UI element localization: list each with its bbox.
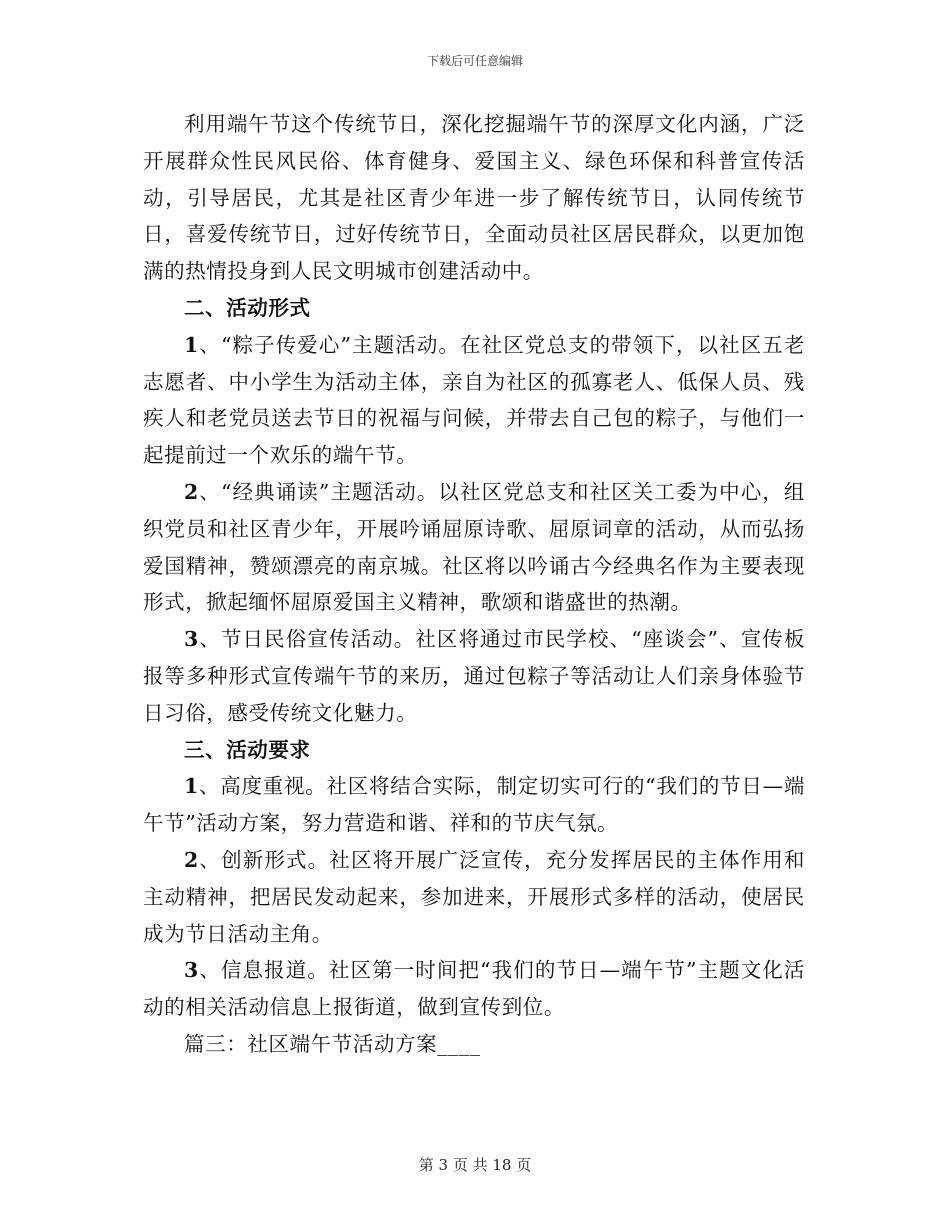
document-body [143,106,805,1063]
item-number: 2 [184,847,199,872]
activity-form-item-3 [143,621,805,731]
activity-form-item-1 [143,327,805,474]
intro-paragraph: 利用端午节这个传统节日，深化挖掘端午节的深厚文化内涵，广泛开展群众性民风民俗、体育健身、爱国主义、绿色环保和科普宣传活动，引导居民，尤其是社区青少年进一步了解传统节日，认同传统节日，喜爱传统节日，过好传统节日，全面动员社区居民群众，以更加饱满的热情投身到人民文明城市创建活动中。 [143,112,805,284]
section-heading-activity-requirements: 三、活动要求 [184,737,311,762]
item-number: 3 [184,958,199,983]
item-text: 、信息报道。社区第一时间把“我们的节日—端午节”主题文化活动的相关活动信息上报街道，做到宣传到位。 [143,958,805,1020]
activity-form-item-2 [143,474,805,621]
item-text: 、高度重视。社区将结合实际，制定切实可行的“我们的节日—端午节”活动方案，努力营造和谐、祥和的节庆气氛。 [143,774,805,836]
item-number: 1 [184,774,199,799]
requirement-item-2 [143,842,805,952]
requirement-item-3 [143,952,805,1026]
item-number: 2 [184,479,199,504]
page-header: 下载后可任意编辑 [426,54,523,68]
item-text: 、“粽子传爱心”主题活动。在社区党总支的带领下，以社区五老志愿者、中小学生为活动主体，亲自为社区的孤寡老人、低保人员、残疾人和老党员送去节日的祝福与问候，并带去自己包的粽子，与他们一起提前过一个欢乐的端午节。 [143,332,805,468]
item-text: 、创新形式。社区将开展广泛宣传，充分发挥居民的主体作用和主动精神，把居民发动起来，参加进来，开展形式多样的活动，使居民成为节日活动主角。 [143,847,805,946]
requirement-item-1 [143,768,805,842]
section-heading-activity-forms: 二、活动形式 [184,295,311,320]
item-number: 3 [184,627,199,652]
item-text: 、节日民俗宣传活动。社区将通过市民学校、“座谈会”、宣传板报等多种形式宣传端午节的来历，通过包粽子等活动让人们亲身体验节日习俗，感受传统文化魅力。 [143,627,805,725]
closing-line: 篇三：社区端午节活动方案____ [184,1031,481,1056]
item-text: 、“经典诵读”主题活动。以社区党总支和社区关工委为中心，组织党员和社区青少年，开展吟诵屈原诗歌、屈原词章的活动，从而弘扬爱国精神，赞颂漂亮的南京城。社区将以吟诵古今经典名作为主要表现形式，掀起缅怀屈原爱国主义精神，歌颂和谐盛世的热潮。 [143,479,805,615]
item-number: 1 [184,332,199,357]
page-footer: 第 3 页 共 18 页 [418,1156,532,1174]
